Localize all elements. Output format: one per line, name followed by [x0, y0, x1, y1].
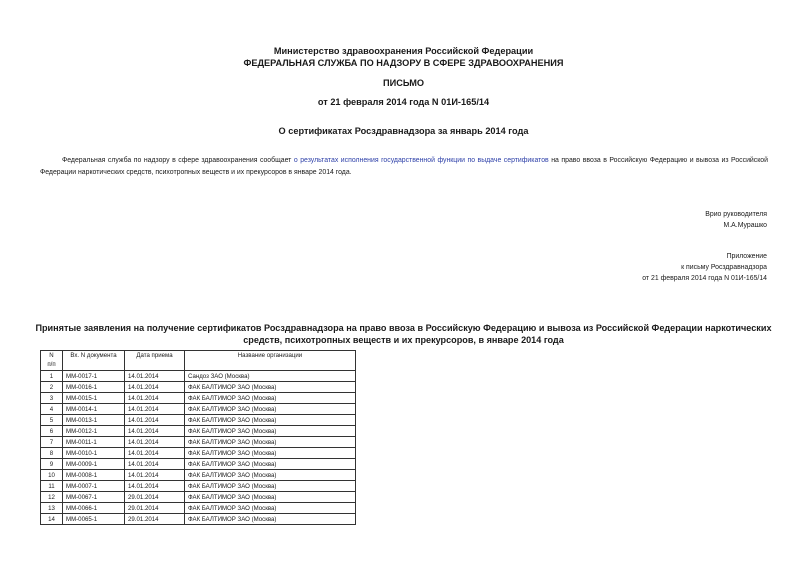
cell-organization: ФАК БАЛТИМОР ЗАО (Москва)	[185, 470, 356, 481]
cell-doc-number: ММ-0010-1	[63, 448, 125, 459]
cell-number: 13	[41, 503, 63, 514]
cell-number: 7	[41, 437, 63, 448]
table-title: Принятые заявления на получение сертификатов Росздравнадзора на право ввоза в Российскую Федерацию и вывоза из Российской Федерации наркотических средств, психотропных веществ и их прекурсоров, в январе 2014 года	[35, 323, 772, 345]
cell-number: 1	[41, 371, 63, 382]
cell-number: 5	[41, 415, 63, 426]
service-name: ФЕДЕРАЛЬНАЯ СЛУЖБА ПО НАДЗОРУ В СФЕРЕ ЗДРАВООХРАНЕНИЯ	[243, 58, 564, 68]
cell-date: 14.01.2014	[125, 448, 185, 459]
cell-organization: ФАК БАЛТИМОР ЗАО (Москва)	[185, 437, 356, 448]
appendix-reference: к письму Росздравнадзора	[681, 264, 767, 271]
header-organization: Название организации	[185, 351, 356, 371]
table-row	[41, 437, 356, 448]
cell-doc-number: ММ-0009-1	[63, 459, 125, 470]
cell-doc-number: ММ-0012-1	[63, 426, 125, 437]
cell-date: 14.01.2014	[125, 393, 185, 404]
body-text-after: на право ввоза в Российскую Федерацию и вывоза из Российской Федерации наркотических средств, психотропных веществ и их прекурсоров в январе 2014 года.	[40, 157, 768, 176]
cell-doc-number: ММ-0014-1	[63, 404, 125, 415]
cell-date: 29.01.2014	[125, 492, 185, 503]
appendix-block	[642, 251, 767, 284]
cell-doc-number: ММ-0066-1	[63, 503, 125, 514]
cell-organization: ФАК БАЛТИМОР ЗАО (Москва)	[185, 503, 356, 514]
table-row	[41, 404, 356, 415]
table-row	[41, 503, 356, 514]
cell-organization: ФАК БАЛТИМОР ЗАО (Москва)	[185, 382, 356, 393]
cell-number: 9	[41, 459, 63, 470]
cell-doc-number: ММ-0008-1	[63, 470, 125, 481]
header-date: Дата приема	[125, 351, 185, 371]
cell-organization: Сандоз ЗАО (Москва)	[185, 371, 356, 382]
table-row	[41, 371, 356, 382]
table-row	[41, 415, 356, 426]
cell-organization: ФАК БАЛТИМОР ЗАО (Москва)	[185, 415, 356, 426]
document-type: ПИСЬМО	[382, 78, 425, 88]
cell-date: 14.01.2014	[125, 404, 185, 415]
applications-table	[40, 350, 356, 525]
table-header-row	[41, 351, 356, 371]
cell-number: 4	[41, 404, 63, 415]
function-results-link[interactable]: о результатах исполнения государственной функции по выдаче сертификатов	[293, 157, 549, 164]
cell-organization: ФАК БАЛТИМОР ЗАО (Москва)	[185, 426, 356, 437]
document-subject: О сертификатах Росздравнадзора за январь 2014 года	[278, 126, 529, 136]
cell-doc-number: ММ-0007-1	[63, 481, 125, 492]
cell-organization: ФАК БАЛТИМОР ЗАО (Москва)	[185, 459, 356, 470]
table-row	[41, 481, 356, 492]
header-doc-number: Вх. N документа	[63, 351, 125, 371]
table-row	[41, 459, 356, 470]
cell-organization: ФАК БАЛТИМОР ЗАО (Москва)	[185, 393, 356, 404]
cell-number: 10	[41, 470, 63, 481]
appendix-date: от 21 февраля 2014 года N 01И-165/14	[642, 275, 767, 282]
signature-name: М.А.Мурашко	[723, 222, 767, 229]
table-row	[41, 448, 356, 459]
header-number: N п/п	[41, 351, 63, 371]
cell-number: 14	[41, 514, 63, 525]
cell-date: 14.01.2014	[125, 470, 185, 481]
cell-organization: ФАК БАЛТИМОР ЗАО (Москва)	[185, 514, 356, 525]
ministry-name: Министерство здравоохранения Российской Федерации	[273, 46, 534, 56]
cell-date: 14.01.2014	[125, 437, 185, 448]
cell-date: 14.01.2014	[125, 382, 185, 393]
table-row	[41, 393, 356, 404]
cell-doc-number: ММ-0016-1	[63, 382, 125, 393]
cell-organization: ФАК БАЛТИМОР ЗАО (Москва)	[185, 481, 356, 492]
document-date-number: от 21 февраля 2014 года N 01И-165/14	[317, 97, 490, 107]
table-row	[41, 514, 356, 525]
cell-doc-number: ММ-0015-1	[63, 393, 125, 404]
cell-doc-number: ММ-0017-1	[63, 371, 125, 382]
cell-date: 14.01.2014	[125, 371, 185, 382]
cell-doc-number: ММ-0067-1	[63, 492, 125, 503]
table-row	[41, 492, 356, 503]
cell-doc-number: ММ-0013-1	[63, 415, 125, 426]
body-paragraph	[40, 155, 768, 178]
cell-date: 14.01.2014	[125, 426, 185, 437]
cell-number: 6	[41, 426, 63, 437]
table-row	[41, 470, 356, 481]
cell-number: 2	[41, 382, 63, 393]
cell-number: 11	[41, 481, 63, 492]
appendix-label: Приложение	[726, 253, 767, 260]
signature-position: Врио руководителя	[705, 211, 767, 218]
cell-number: 8	[41, 448, 63, 459]
cell-doc-number: ММ-0065-1	[63, 514, 125, 525]
body-text-before: Федеральная служба по надзору в сфере здравоохранения сообщает	[62, 157, 294, 164]
signature-block	[705, 209, 767, 231]
cell-doc-number: ММ-0011-1	[63, 437, 125, 448]
cell-date: 14.01.2014	[125, 415, 185, 426]
cell-organization: ФАК БАЛТИМОР ЗАО (Москва)	[185, 448, 356, 459]
cell-date: 14.01.2014	[125, 481, 185, 492]
cell-date: 14.01.2014	[125, 459, 185, 470]
cell-organization: ФАК БАЛТИМОР ЗАО (Москва)	[185, 492, 356, 503]
cell-date: 29.01.2014	[125, 503, 185, 514]
cell-date: 29.01.2014	[125, 514, 185, 525]
table-row	[41, 382, 356, 393]
cell-organization: ФАК БАЛТИМОР ЗАО (Москва)	[185, 404, 356, 415]
cell-number: 12	[41, 492, 63, 503]
table-row	[41, 426, 356, 437]
cell-number: 3	[41, 393, 63, 404]
